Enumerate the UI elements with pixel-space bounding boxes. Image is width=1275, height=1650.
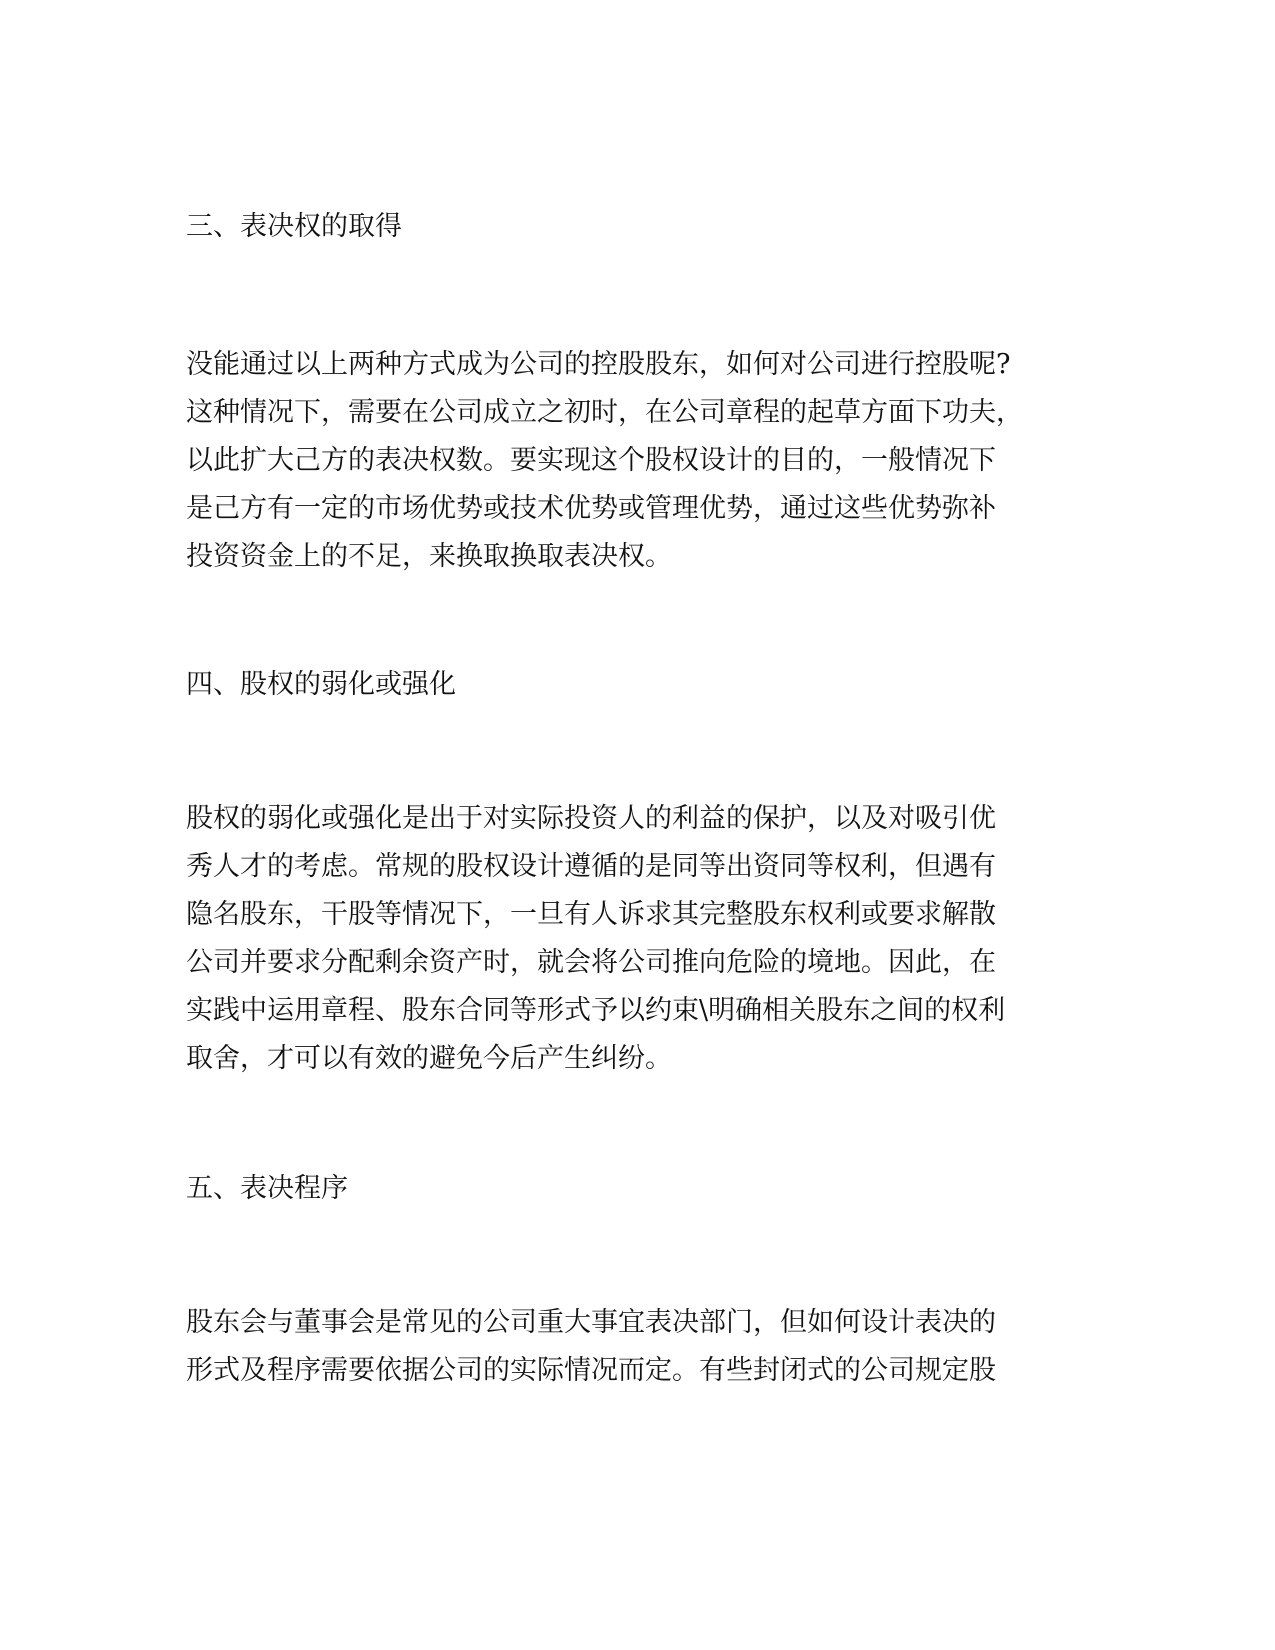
section-paragraph-5 bbox=[186, 1299, 1086, 1395]
paragraph-line: 投资资金上的不足，来换取换取表决权。 bbox=[186, 541, 672, 572]
paragraph-line: 股权的弱化或强化是出于对实际投资人的利益的保护，以及对吸引优 bbox=[186, 803, 996, 834]
section-heading-3: 三、表决权的取得 bbox=[186, 211, 402, 242]
paragraph-line: 取舍，才可以有效的避免今后产生纠纷。 bbox=[186, 1043, 672, 1074]
paragraph-line: 这种情况下，需要在公司成立之初时，在公司章程的起草方面下功夫， bbox=[186, 397, 1023, 428]
paragraph-line: 以此扩大己方的表决权数。要实现这个股权设计的目的，一般情况下 bbox=[186, 445, 996, 476]
paragraph-line: 没能通过以上两种方式成为公司的控股股东，如何对公司进行控股呢? bbox=[186, 349, 1011, 380]
section-heading-5: 五、表决程序 bbox=[186, 1173, 348, 1204]
paragraph-line: 是己方有一定的市场优势或技术优势或管理优势，通过这些优势弥补 bbox=[186, 493, 996, 524]
paragraph-line: 形式及程序需要依据公司的实际情况而定。有些封闭式的公司规定股 bbox=[186, 1355, 996, 1386]
section-paragraph-4 bbox=[186, 795, 1086, 1083]
paragraph-line: 隐名股东，干股等情况下，一旦有人诉求其完整股东权利或要求解散 bbox=[186, 899, 996, 930]
paragraph-line: 公司并要求分配剩余资产时，就会将公司推向危险的境地。因此，在 bbox=[186, 947, 996, 978]
paragraph-line: 股东会与董事会是常见的公司重大事宜表决部门，但如何设计表决的 bbox=[186, 1307, 996, 1338]
paragraph-line: 秀人才的考虑。常规的股权设计遵循的是同等出资同等权利，但遇有 bbox=[186, 851, 996, 882]
paragraph-line: 实践中运用章程、股东合同等形式予以约束\明确相关股东之间的权利 bbox=[186, 995, 1006, 1026]
section-paragraph-3 bbox=[186, 341, 1086, 581]
section-heading-4: 四、股权的弱化或强化 bbox=[186, 669, 456, 700]
